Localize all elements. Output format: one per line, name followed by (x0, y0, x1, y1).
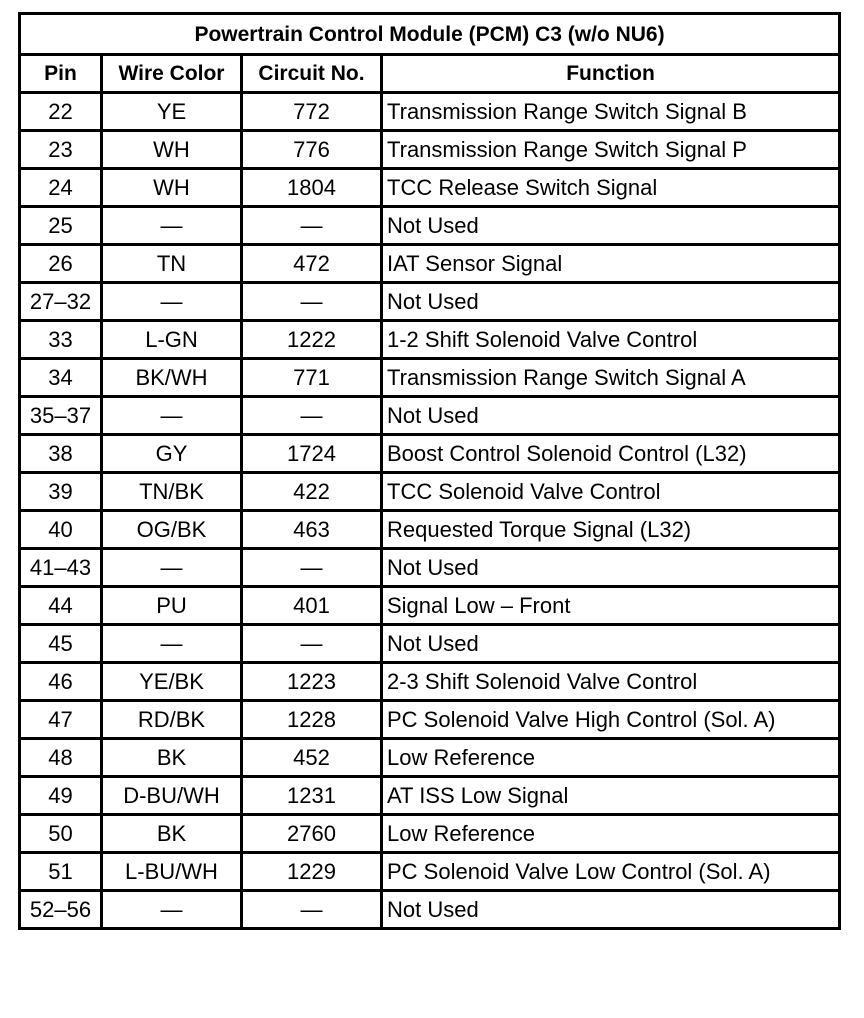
cell-circuit-no: 772 (242, 93, 382, 131)
cell-wire-color: OG/BK (102, 511, 242, 549)
table-row (20, 853, 840, 891)
cell-circuit-no: 1222 (242, 321, 382, 359)
cell-pin: 33 (20, 321, 102, 359)
cell-function: Low Reference (382, 739, 840, 777)
cell-wire-color: — (102, 397, 242, 435)
cell-wire-color: — (102, 207, 242, 245)
cell-pin: 26 (20, 245, 102, 283)
header-function: Function (382, 55, 840, 93)
cell-wire-color: D-BU/WH (102, 777, 242, 815)
title-row (20, 14, 840, 55)
cell-function: Signal Low – Front (382, 587, 840, 625)
cell-circuit-no: — (242, 549, 382, 587)
table-row (20, 435, 840, 473)
cell-circuit-no: 422 (242, 473, 382, 511)
cell-wire-color: GY (102, 435, 242, 473)
cell-function: 2-3 Shift Solenoid Valve Control (382, 663, 840, 701)
table-row (20, 207, 840, 245)
table-row (20, 739, 840, 777)
cell-function: IAT Sensor Signal (382, 245, 840, 283)
cell-pin: 41–43 (20, 549, 102, 587)
cell-wire-color: PU (102, 587, 242, 625)
cell-wire-color: YE (102, 93, 242, 131)
cell-function: TCC Release Switch Signal (382, 169, 840, 207)
cell-pin: 27–32 (20, 283, 102, 321)
cell-circuit-no: — (242, 283, 382, 321)
cell-circuit-no: 472 (242, 245, 382, 283)
cell-pin: 40 (20, 511, 102, 549)
cell-function: PC Solenoid Valve Low Control (Sol. A) (382, 853, 840, 891)
cell-pin: 25 (20, 207, 102, 245)
header-pin: Pin (20, 55, 102, 93)
cell-circuit-no: 401 (242, 587, 382, 625)
cell-circuit-no: 1231 (242, 777, 382, 815)
cell-pin: 49 (20, 777, 102, 815)
cell-circuit-no: 1724 (242, 435, 382, 473)
table-row (20, 397, 840, 435)
table-body (20, 93, 840, 929)
cell-function: Boost Control Solenoid Control (L32) (382, 435, 840, 473)
cell-function: TCC Solenoid Valve Control (382, 473, 840, 511)
cell-wire-color: TN/BK (102, 473, 242, 511)
cell-circuit-no: 776 (242, 131, 382, 169)
table-row (20, 131, 840, 169)
cell-wire-color: YE/BK (102, 663, 242, 701)
cell-wire-color: BK (102, 815, 242, 853)
table-row (20, 359, 840, 397)
table-head (20, 14, 840, 93)
cell-wire-color: — (102, 625, 242, 663)
cell-pin: 48 (20, 739, 102, 777)
cell-function: Low Reference (382, 815, 840, 853)
cell-wire-color: BK (102, 739, 242, 777)
cell-pin: 34 (20, 359, 102, 397)
cell-circuit-no: — (242, 207, 382, 245)
table-row (20, 245, 840, 283)
cell-circuit-no: 771 (242, 359, 382, 397)
table-row (20, 283, 840, 321)
cell-circuit-no: 463 (242, 511, 382, 549)
table-title: Powertrain Control Module (PCM) C3 (w/o NU6) (20, 14, 840, 55)
cell-wire-color: WH (102, 169, 242, 207)
header-circuit-no: Circuit No. (242, 55, 382, 93)
table-row (20, 169, 840, 207)
cell-wire-color: TN (102, 245, 242, 283)
cell-circuit-no: 1228 (242, 701, 382, 739)
cell-wire-color: L-BU/WH (102, 853, 242, 891)
table-row (20, 93, 840, 131)
cell-pin: 47 (20, 701, 102, 739)
table-row (20, 587, 840, 625)
cell-pin: 22 (20, 93, 102, 131)
table-row (20, 549, 840, 587)
table-row (20, 891, 840, 929)
cell-circuit-no: 1229 (242, 853, 382, 891)
cell-function: Transmission Range Switch Signal P (382, 131, 840, 169)
pinout-table (18, 12, 841, 930)
cell-function: PC Solenoid Valve High Control (Sol. A) (382, 701, 840, 739)
cell-pin: 23 (20, 131, 102, 169)
cell-function: Not Used (382, 549, 840, 587)
table-row (20, 321, 840, 359)
cell-pin: 50 (20, 815, 102, 853)
cell-pin: 35–37 (20, 397, 102, 435)
table-row (20, 777, 840, 815)
cell-function: Transmission Range Switch Signal B (382, 93, 840, 131)
cell-circuit-no: — (242, 397, 382, 435)
cell-circuit-no: 452 (242, 739, 382, 777)
table-row (20, 473, 840, 511)
cell-circuit-no: — (242, 891, 382, 929)
table-row (20, 815, 840, 853)
cell-wire-color: BK/WH (102, 359, 242, 397)
cell-pin: 45 (20, 625, 102, 663)
table-row (20, 625, 840, 663)
cell-wire-color: WH (102, 131, 242, 169)
header-row (20, 55, 840, 93)
cell-function: Not Used (382, 283, 840, 321)
cell-function: Transmission Range Switch Signal A (382, 359, 840, 397)
cell-wire-color: — (102, 283, 242, 321)
cell-function: Requested Torque Signal (L32) (382, 511, 840, 549)
cell-wire-color: RD/BK (102, 701, 242, 739)
cell-function: Not Used (382, 397, 840, 435)
cell-function: Not Used (382, 891, 840, 929)
cell-pin: 51 (20, 853, 102, 891)
cell-pin: 52–56 (20, 891, 102, 929)
cell-pin: 44 (20, 587, 102, 625)
header-wire-color: Wire Color (102, 55, 242, 93)
table-row (20, 701, 840, 739)
cell-function: AT ISS Low Signal (382, 777, 840, 815)
cell-function: 1-2 Shift Solenoid Valve Control (382, 321, 840, 359)
cell-circuit-no: 2760 (242, 815, 382, 853)
cell-pin: 39 (20, 473, 102, 511)
cell-wire-color: L-GN (102, 321, 242, 359)
cell-pin: 38 (20, 435, 102, 473)
table-row (20, 663, 840, 701)
table-row (20, 511, 840, 549)
cell-pin: 24 (20, 169, 102, 207)
cell-circuit-no: — (242, 625, 382, 663)
cell-circuit-no: 1223 (242, 663, 382, 701)
cell-function: Not Used (382, 625, 840, 663)
cell-function: Not Used (382, 207, 840, 245)
cell-circuit-no: 1804 (242, 169, 382, 207)
cell-wire-color: — (102, 891, 242, 929)
cell-wire-color: — (102, 549, 242, 587)
cell-pin: 46 (20, 663, 102, 701)
